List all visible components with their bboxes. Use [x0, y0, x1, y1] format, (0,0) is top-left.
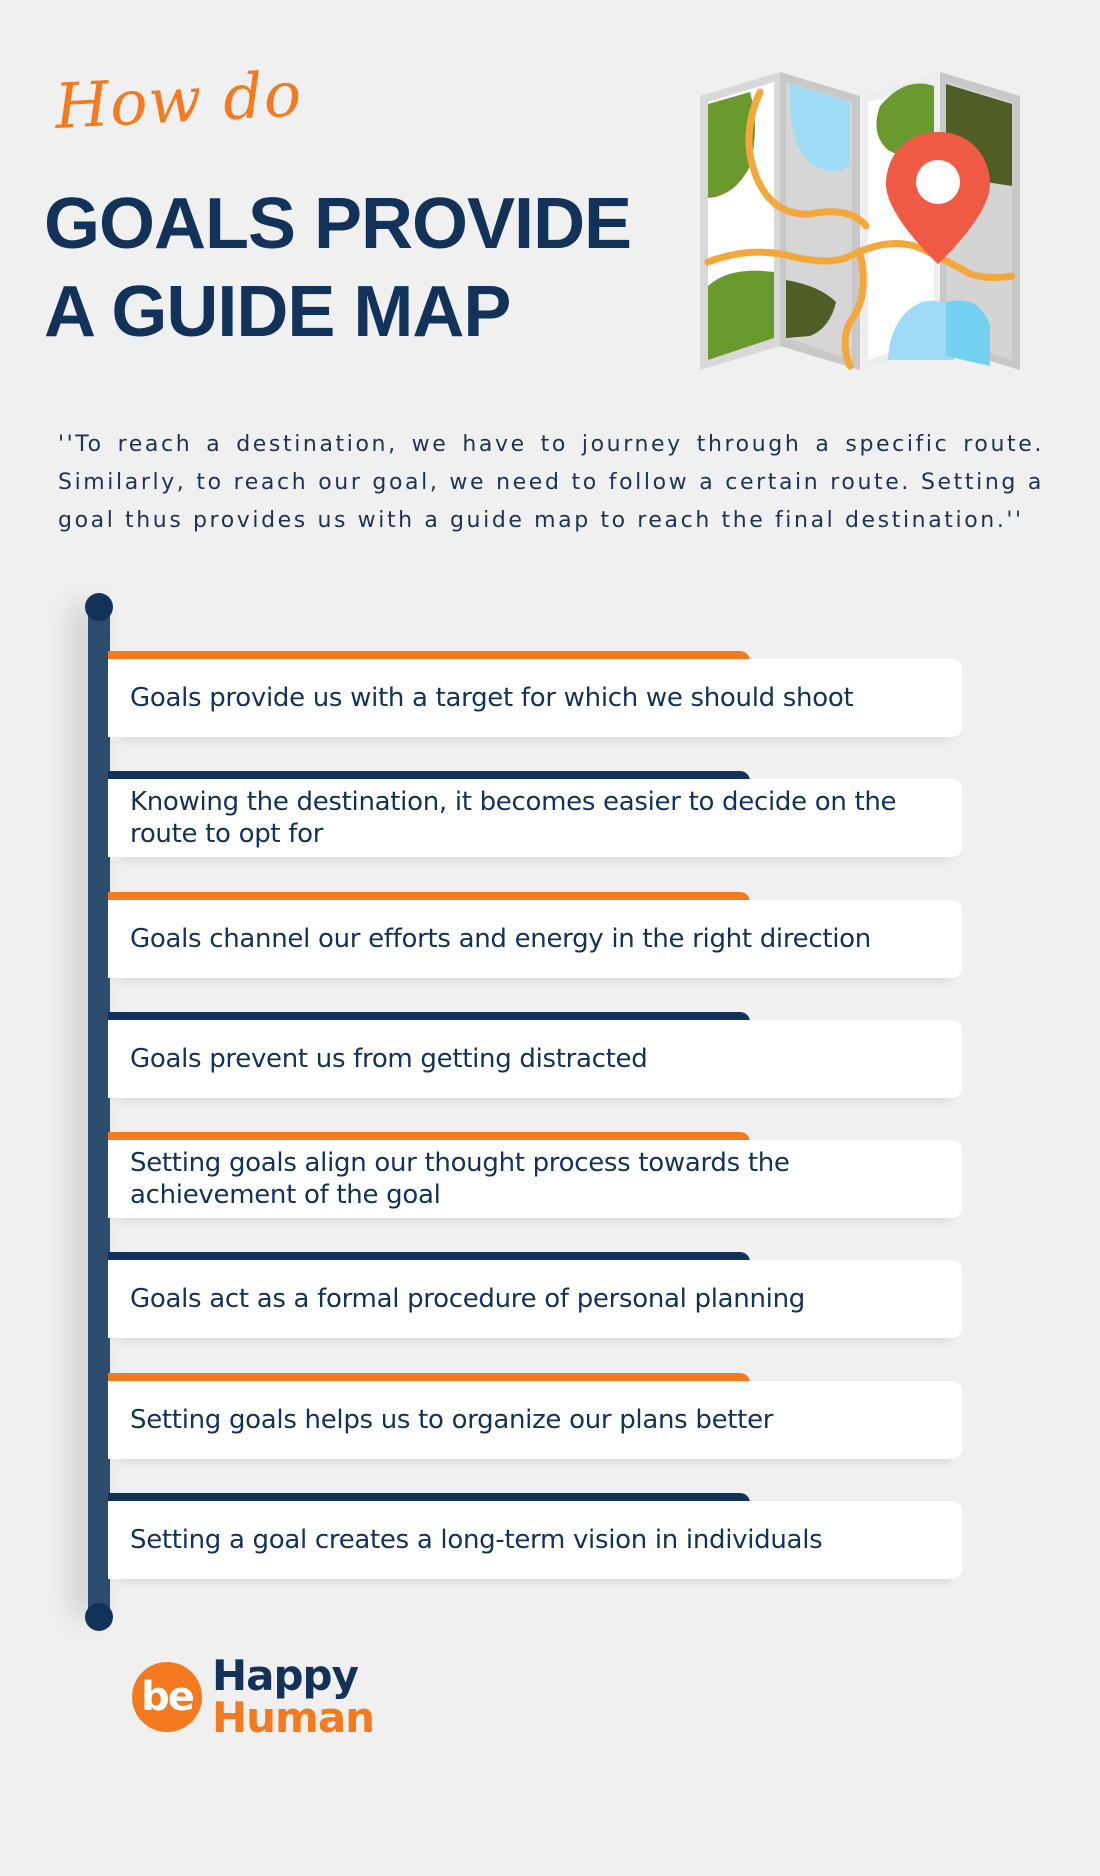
title-line-1: GOALS PROVIDE	[44, 184, 632, 264]
list-item	[108, 1381, 962, 1461]
intro-quote: ''To reach a destination, we have to journey through a specific route. Similarly, to reach our goal, we need to follow a certain route. Setting a goal thus provides us with a guide map to reach the final destination.''	[58, 432, 1044, 533]
list-item	[108, 1501, 962, 1581]
item-card	[108, 659, 962, 737]
item-card	[108, 900, 962, 978]
folded-map-icon	[690, 66, 1030, 376]
item-text: Goals act as a formal procedure of personal planning	[130, 1284, 805, 1314]
logo-badge-text: be	[141, 1674, 193, 1720]
item-text: Setting a goal creates a long-term vision in individuals	[130, 1525, 823, 1555]
item-card	[108, 779, 962, 857]
item-card	[108, 1140, 962, 1218]
list-item	[108, 1260, 962, 1340]
item-text: Setting goals helps us to organize our plans better	[130, 1405, 774, 1435]
be-badge-icon	[132, 1662, 202, 1732]
page-title	[44, 180, 631, 356]
item-card	[108, 1501, 962, 1579]
list-item	[108, 900, 962, 980]
item-card	[108, 1260, 962, 1338]
item-text: Setting goals align our thought process towards the achievement of the goal	[130, 1148, 790, 1210]
item-text: Knowing the destination, it becomes easier to decide on the route to opt for	[130, 787, 897, 849]
item-card	[108, 1381, 962, 1459]
list-item	[108, 1020, 962, 1100]
timeline-line	[88, 605, 110, 1615]
timeline-start-dot	[85, 593, 113, 621]
logo-wordmark	[212, 1651, 375, 1742]
happy-human-logo	[132, 1651, 375, 1742]
item-text: Goals provide us with a target for which we should shoot	[130, 683, 854, 713]
list-item	[108, 659, 962, 739]
item-text: Goals prevent us from getting distracted	[130, 1044, 648, 1074]
script-title: How do	[53, 57, 304, 143]
logo-line-2: Human	[212, 1693, 375, 1742]
title-line-2: A GUIDE MAP	[44, 272, 511, 352]
logo-line-1: Happy	[212, 1651, 358, 1700]
list-item	[108, 1140, 962, 1220]
item-text: Goals channel our efforts and energy in the right direction	[130, 924, 871, 954]
timeline-end-dot	[85, 1603, 113, 1631]
item-card	[108, 1020, 962, 1098]
list-item	[108, 779, 962, 859]
